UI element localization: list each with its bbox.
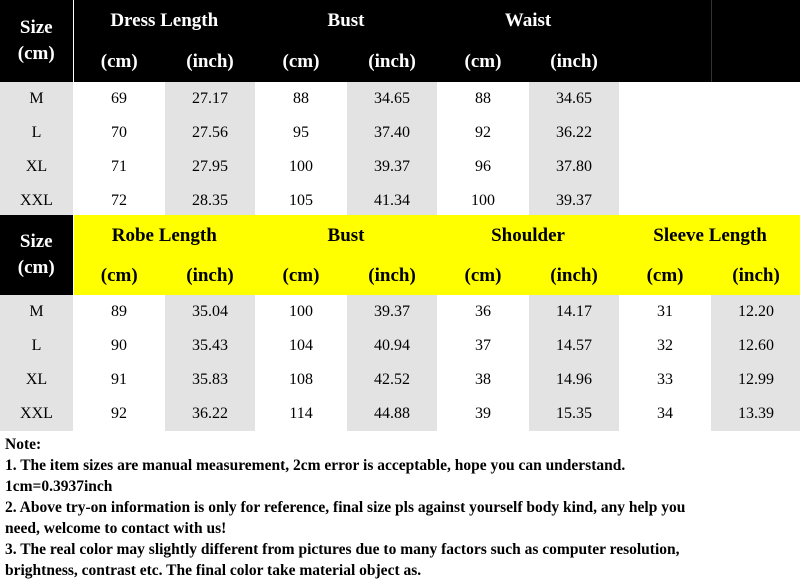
value-cell: 39.37: [347, 295, 437, 329]
unit-header: (inch): [529, 42, 619, 82]
value-cell: 32: [619, 329, 711, 363]
unit-header: (inch): [347, 257, 437, 295]
table-row: [0, 82, 800, 116]
value-cell: 100: [437, 184, 529, 218]
value-cell: 39: [437, 397, 529, 431]
value-cell: 36: [437, 295, 529, 329]
bust-header: Bust: [255, 215, 437, 257]
unit-header: (cm): [73, 257, 165, 295]
value-cell: 40.94: [347, 329, 437, 363]
unit-header: (inch): [711, 257, 800, 295]
table-row: [0, 116, 800, 150]
value-cell: 33: [619, 363, 711, 397]
value-cell: 95: [255, 116, 347, 150]
size-table-dress: [0, 0, 800, 218]
note-line: 1cm=0.3937inch: [5, 478, 113, 495]
value-cell: 104: [255, 329, 347, 363]
value-cell: 36.22: [165, 397, 255, 431]
value-cell: 71: [73, 150, 165, 184]
size-header: [0, 0, 73, 82]
value-cell: 105: [255, 184, 347, 218]
value-cell: 15.35: [529, 397, 619, 431]
size-cell: L: [0, 116, 73, 150]
notes-section: [5, 434, 797, 581]
value-cell: 44.88: [347, 397, 437, 431]
unit-header: (cm): [437, 42, 529, 82]
unit-header: (cm): [73, 42, 165, 82]
unit-header: (inch): [529, 257, 619, 295]
size-cell: XL: [0, 150, 73, 184]
value-cell: 27.95: [165, 150, 255, 184]
size-header-label: Size: [19, 17, 53, 38]
value-cell: 39.37: [347, 150, 437, 184]
value-cell: 14.17: [529, 295, 619, 329]
empty-cell: [619, 116, 711, 150]
value-cell: 35.04: [165, 295, 255, 329]
value-cell: 12.20: [711, 295, 800, 329]
size-header-unit: (cm): [17, 43, 55, 64]
size-header-label: Size: [19, 231, 53, 252]
unit-header: (inch): [165, 257, 255, 295]
note-line: 3. The real color may slightly different from pictures due to many factors such as computer resolution,: [5, 541, 680, 558]
table-row: [0, 397, 800, 431]
value-cell: 14.57: [529, 329, 619, 363]
value-cell: 27.56: [165, 116, 255, 150]
note-line: need, welcome to contact with us!: [5, 520, 227, 537]
value-cell: 88: [255, 82, 347, 116]
size-header: [0, 215, 73, 295]
unit-header: (inch): [165, 42, 255, 82]
value-cell: 72: [73, 184, 165, 218]
value-cell: 35.43: [165, 329, 255, 363]
table-row: [0, 329, 800, 363]
value-cell: 89: [73, 295, 165, 329]
value-cell: 108: [255, 363, 347, 397]
value-cell: 31: [619, 295, 711, 329]
value-cell: 36.22: [529, 116, 619, 150]
empty-header-cell: [711, 0, 800, 42]
value-cell: 42.52: [347, 363, 437, 397]
empty-cell: [711, 116, 800, 150]
value-cell: 96: [437, 150, 529, 184]
value-cell: 14.96: [529, 363, 619, 397]
value-cell: 92: [437, 116, 529, 150]
unit-header: (cm): [255, 257, 347, 295]
empty-cell: [619, 150, 711, 184]
empty-cell: [619, 184, 711, 218]
unit-header: (cm): [437, 257, 529, 295]
table-row: [0, 363, 800, 397]
value-cell: 90: [73, 329, 165, 363]
shoulder-header: Shoulder: [437, 215, 619, 257]
note-line: 1. The item sizes are manual measurement, 2cm error is acceptable, hope you can understand.: [5, 457, 626, 474]
table-row: [0, 184, 800, 218]
value-cell: 12.60: [711, 329, 800, 363]
bust-header: Bust: [255, 0, 437, 42]
size-cell: XXL: [0, 184, 73, 218]
size-table-robe: [0, 215, 800, 431]
value-cell: 88: [437, 82, 529, 116]
empty-header-cell: [619, 0, 711, 42]
empty-cell: [619, 82, 711, 116]
value-cell: 70: [73, 116, 165, 150]
value-cell: 39.37: [529, 184, 619, 218]
unit-header: (inch): [347, 42, 437, 82]
value-cell: 27.17: [165, 82, 255, 116]
value-cell: 41.34: [347, 184, 437, 218]
size-cell: L: [0, 329, 73, 363]
waist-header: Waist: [437, 0, 619, 42]
empty-header-cell: [711, 42, 800, 82]
value-cell: 69: [73, 82, 165, 116]
size-cell: XL: [0, 363, 73, 397]
value-cell: 100: [255, 295, 347, 329]
value-cell: 37.40: [347, 116, 437, 150]
note-title: Note:: [5, 436, 42, 453]
robe-length-header: Robe Length: [73, 215, 255, 257]
value-cell: 100: [255, 150, 347, 184]
unit-header: (cm): [255, 42, 347, 82]
value-cell: 34.65: [529, 82, 619, 116]
unit-header: (cm): [619, 257, 711, 295]
value-cell: 28.35: [165, 184, 255, 218]
note-line: 2. Above try-on information is only for reference, final size pls against yourself body kind, any help you: [5, 499, 686, 516]
sleeve-length-header: Sleeve Length: [619, 215, 800, 257]
value-cell: 13.39: [711, 397, 800, 431]
value-cell: 34: [619, 397, 711, 431]
value-cell: 92: [73, 397, 165, 431]
table-row: [0, 150, 800, 184]
note-line: brightness, contrast etc. The final color take material object as.: [5, 562, 422, 579]
value-cell: 37.80: [529, 150, 619, 184]
table-row: [0, 295, 800, 329]
value-cell: 34.65: [347, 82, 437, 116]
empty-header-cell: [619, 42, 711, 82]
value-cell: 38: [437, 363, 529, 397]
size-cell: M: [0, 82, 73, 116]
value-cell: 35.83: [165, 363, 255, 397]
size-cell: XXL: [0, 397, 73, 431]
empty-cell: [711, 150, 800, 184]
value-cell: 114: [255, 397, 347, 431]
dress-length-header: Dress Length: [73, 0, 255, 42]
value-cell: 91: [73, 363, 165, 397]
empty-cell: [711, 184, 800, 218]
size-header-unit: (cm): [17, 257, 55, 278]
value-cell: 37: [437, 329, 529, 363]
empty-cell: [711, 82, 800, 116]
value-cell: 12.99: [711, 363, 800, 397]
size-cell: M: [0, 295, 73, 329]
